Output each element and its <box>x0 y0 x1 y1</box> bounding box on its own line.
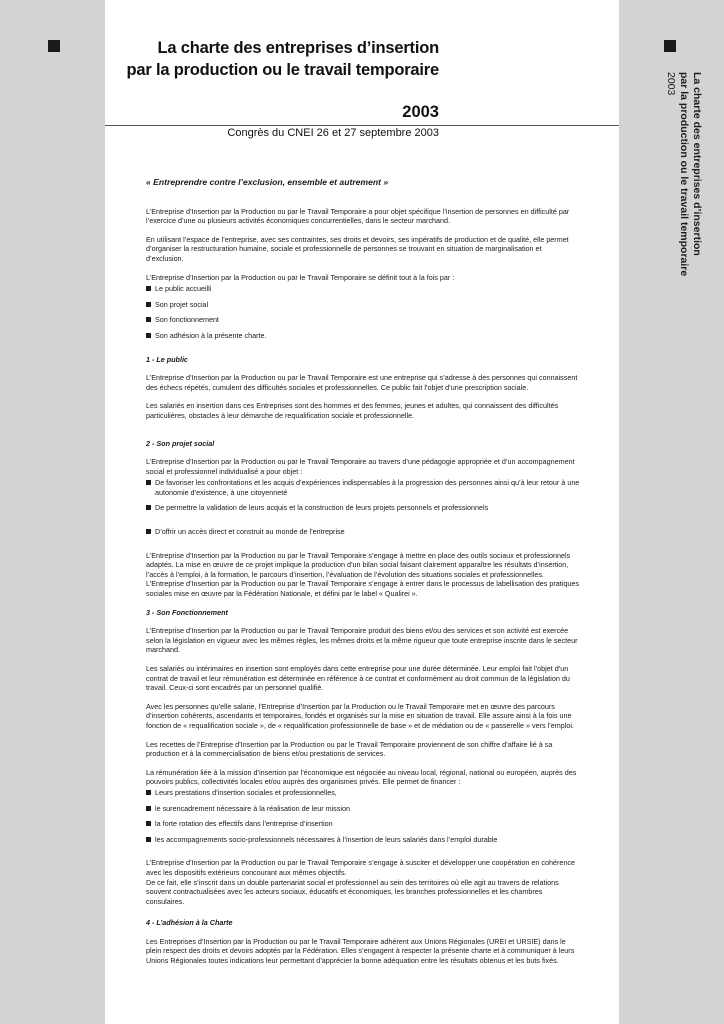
intro-paragraph-1: L’Entreprise d’Insertion par la Production ou par le Travail Temporaire a pour objet spécifique l’insertion de personnes en difficulté par l’exercice d’une ou plusieurs activités économiques concurrentielles, dans le secteur marchand. <box>146 206 570 226</box>
side-tab-line2: par la production ou le travail temporaire <box>678 72 690 277</box>
page-year: 2003 <box>402 103 439 121</box>
section-2-bullet: De favoriser les confrontations et les acquis d’expériences indispensables à la progression des personnes ainsi qu’à leur retour à une autonomie d’existence, à une citoyenneté <box>146 478 580 497</box>
section-3-paragraph-4: Les recettes de l’Entreprise d’Insertion par la Production ou par le Travail Temporaire proviennent de son chiffre d’affaire lié à sa production et à la commercialisation de biens et/ou prestations de services. <box>146 739 553 759</box>
intro-bullet: Son projet social <box>146 300 580 310</box>
section-3-paragraph-6: L’Entreprise d’Insertion par la Production ou par le Travail Temporaire s’engage à susciter et développer une coopération en cohérence avec les dispositifs extérieurs concourant aux mêmes objectifs. <box>146 858 575 877</box>
page-title-line2: par la production ou le travail temporaire <box>126 61 439 79</box>
intro-bullet: Son adhésion à la présente charte. <box>146 331 580 341</box>
section-3-bullet: le surencadrement nécessaire à la réalisation de leur mission <box>146 804 580 814</box>
section-3-paragraph-1: L’Entreprise d’Insertion par la Production ou par le Travail Temporaire produit des biens et/ou des services et son activité est exercée selon la législation en vigueur avec les mêmes règles, les mêmes droits et la même rigueur que toute entreprise inscrite dans le secteur marchand. <box>146 626 578 655</box>
section-1-paragraph-1: L’Entreprise d’Insertion par la Production ou par le Travail Temporaire est une entreprise qui s’adresse à des personnes qui connaissent des échecs répétés, cumulent des difficultés sociales et professionnelles. Ce public fait l’objet d’une prescription sociale. <box>146 373 578 392</box>
side-tab-title <box>664 72 703 276</box>
section-1-paragraph-2: Les salariés en insertion dans ces Entreprises sont des hommes et des femmes, jeunes et adultes, qui connaissent des difficultés particulières, obstacles à leur démarche de requalification sociale et professionnelle. <box>146 401 559 420</box>
section-3-bullet: la forte rotation des effectifs dans l’entreprise d’insertion <box>146 819 580 829</box>
intro-paragraph-2: En utilisant l’espace de l’entreprise, avec ses contraintes, ses droits et devoirs, ses impératifs de production et de qualité, elle permet d’organiser la restructuration humaine, sociale et professionnelle de personnes se trouvant en situation de marginalisation et d’exclusion. <box>146 234 569 263</box>
section-4-paragraph-1: Les Entreprises d’Insertion par la Production ou par le Travail Temporaire adhérent aux Unions Régionales (UREI et URSIE) dans le plein respect des droits et devoirs adoptés par la Fédération. Elles s’engagent à respecter la présente charte et à communiquer à leurs Unions Régionales toutes indications leur permettant d’apprécier la bonne adéquation entre les résultats obtenus et les buts fixés. <box>146 936 575 966</box>
document-body <box>146 178 580 975</box>
section-2-bullet: D’offrir un accès direct et construit au monde de l’entreprise <box>146 527 580 537</box>
section-3-heading: 3 - Son Fonctionnement <box>146 607 228 617</box>
section-3-bullet: les accompagnements socio-professionnels nécessaires à l’insertion de leurs salariés dans l’emploi durable <box>146 835 580 845</box>
section-3-paragraph-3: Avec les personnes qu’elle salarie, l’Entreprise d’Insertion par la Production ou le Travail Temporaire met en œuvre des parcours d’insertion cohérents, ascendants et temporaires, fondés et organisés sur la mise en situation de travail. Elle assure ainsi à la fois une fonction de « requalification sociale », de « requalification professionnelle de base » et de médiation ou de « passerelle » vers l’emploi. <box>146 701 574 730</box>
section-1-heading: 1 - Le public <box>146 354 188 364</box>
page-title <box>105 37 439 81</box>
section-3-paragraph-2: Les salariés ou intérimaires en insertion sont employés dans cette entreprise pour une durée déterminée. Leur emploi fait l’objet d’un contrat de travail et leur rémunération est déterminée en référence à ce contrat et conformément au droit commun de la législation du travail. Ceux-ci sont encadrés par un personnel qualifié. <box>146 664 570 693</box>
intro-quote: « Entreprendre contre l’exclusion, ensemble et autrement » <box>146 177 389 187</box>
section-2-paragraph-2: L’Entreprise d’Insertion par la Production ou par le Travail Temporaire s’engage à mettre en place des outils sociaux et professionnels adaptés. La mise en œuvre de ce projet implique la production d’un bilan social faisant clairement apparaître les résultats d’insertion, l’accès à l’emploi, à la formation, le parcours d’insertion, l’évaluation de l’évolution des situations sociales et professionnelles. <box>146 550 571 579</box>
page-subtitle: Congrès du CNEI 26 et 27 septembre 2003 <box>227 127 439 139</box>
left-square-marker <box>48 40 60 52</box>
section-2-heading: 2 - Son projet social <box>146 438 215 448</box>
intro-paragraph-3: L’Entreprise d’Insertion par la Production ou par le Travail Temporaire se définit tout à la fois par : <box>146 272 455 282</box>
page-title-line1: La charte des entreprises d’insertion <box>157 39 439 57</box>
side-tab-line1: La charte des entreprises d’insertion <box>691 72 703 256</box>
section-2-paragraph-3: L’Entreprise d’Insertion par la Production ou par le Travail Temporaire s’engage à entrer dans le processus de labellisation des pratiques sociales mise en œuvre par la Fédération Nationale, et défini par le label « Qualirei ». <box>146 579 579 599</box>
header-divider <box>105 125 619 126</box>
right-square-marker <box>664 40 676 52</box>
section-3-paragraph-7: De ce fait, elle s’inscrit dans un double partenariat social et professionnel au sein des territoires où elle agit au travers de relations souvent contractualisées avec les acteurs sociaux, éducatifs et économiques, les branches professionnelles et les chambres consulaires. <box>146 877 559 906</box>
intro-bullet: Le public accueilli <box>146 284 580 294</box>
section-2-bullet: De permettre la validation de leurs acquis et la construction de leurs projets personnels et professionnels <box>146 503 580 513</box>
section-3-paragraph-5: La rémunération liée à la mission d’insertion par l’économique est négociée au niveau local, régional, national ou européen, auprès des pouvoirs publics, collectivités locales et/ou auprès des organismes privés. Elle permet de financer : <box>146 767 577 787</box>
left-margin-band <box>0 0 105 1024</box>
side-tab-year: 2003 <box>665 72 677 96</box>
section-4-heading: 4 - L’adhésion à la Charte <box>146 918 233 928</box>
intro-bullet: Son fonctionnement <box>146 315 580 325</box>
section-2-paragraph-1: L’Entreprise d’Insertion par la Production ou par le Travail Temporaire au travers d’une pédagogie appropriée et d’un accompagnement social et professionnel individualisé a pour objet : <box>146 457 575 476</box>
section-3-bullet: Leurs prestations d’insertion sociales et professionnelles, <box>146 788 580 798</box>
